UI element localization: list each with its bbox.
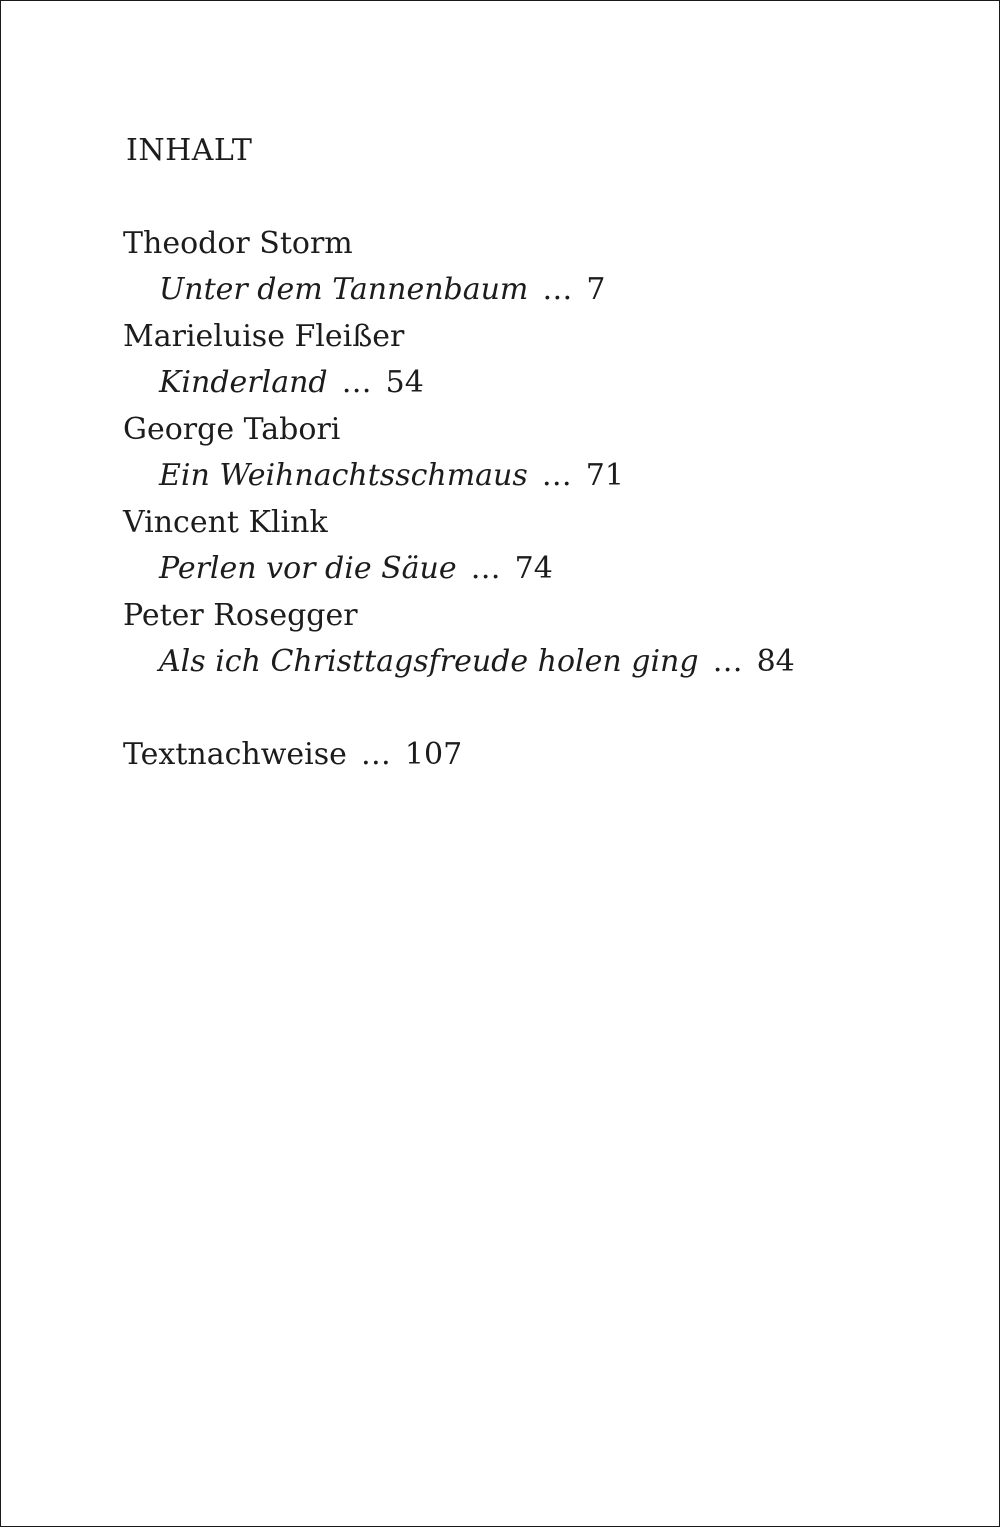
author-name: Peter Rosegger — [123, 598, 358, 633]
page-number: 54 — [385, 365, 424, 400]
work-line — [123, 550, 795, 597]
leader-dots: … — [360, 737, 391, 772]
leader-dots: … — [542, 272, 573, 307]
author-name: Theodor Storm — [123, 226, 353, 261]
author-name: George Tabori — [123, 412, 341, 447]
leader-dots: … — [341, 365, 372, 400]
work-line — [123, 271, 795, 318]
appendix-label: Textnachweise — [123, 737, 347, 772]
work-title: Ein Weihnachtsschmaus — [159, 458, 528, 493]
toc-entry — [123, 597, 795, 690]
work-line — [123, 364, 795, 411]
page-number: 71 — [585, 458, 624, 493]
work-title: Als ich Christtagsfreude holen ging — [159, 644, 699, 679]
work-line — [123, 643, 795, 690]
work-title: Perlen vor die Säue — [159, 551, 457, 586]
leader-dots: … — [712, 644, 743, 679]
toc-entry — [123, 504, 795, 597]
page-number: 7 — [586, 272, 606, 307]
page-number: 74 — [514, 551, 553, 586]
toc-heading: INHALT — [126, 133, 253, 168]
work-title: Unter dem Tannenbaum — [159, 272, 529, 307]
author-name: Marieluise Fleißer — [123, 319, 405, 354]
leader-dots: … — [470, 551, 501, 586]
appendix-entry — [123, 736, 462, 774]
work-title: Kinderland — [159, 365, 328, 400]
toc-entry — [123, 225, 795, 318]
toc-entry — [123, 411, 795, 504]
leader-dots: … — [541, 458, 572, 493]
table-of-contents — [123, 225, 795, 690]
author-name: Vincent Klink — [123, 505, 328, 540]
toc-entry — [123, 318, 795, 411]
page-number: 107 — [404, 737, 463, 772]
work-line — [123, 457, 795, 504]
page-number: 84 — [756, 644, 795, 679]
